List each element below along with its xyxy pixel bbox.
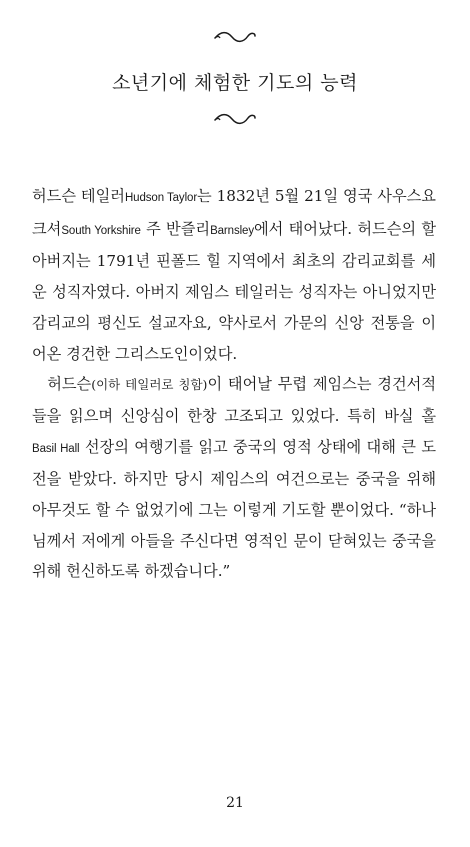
text-run: 허드슨 bbox=[47, 375, 92, 394]
text-run: 주 반즐리 bbox=[140, 219, 211, 238]
latin-name: Basil Hall bbox=[32, 442, 80, 455]
text-run: 허드슨 테일러 bbox=[32, 187, 125, 205]
body-text bbox=[32, 181, 436, 587]
text-run: 선장의 여행기를 읽고 중국의 영적 상태에 대해 큰 도전을 받았다. 하지만 당시 제임스의 여건으로는 중국을 위해 아무것도 할 수 없었기에 그는 이렇게 기도할 뿐이었다. “하나님께서 저에게 아들을 주신다면 영적인 문이 닫혀있는 중국을 위해 헌신하도록 하겠습니다.” bbox=[32, 437, 436, 581]
body-paragraph bbox=[32, 181, 436, 369]
latin-name: South Yorkshire bbox=[61, 224, 141, 237]
chapter-title: 소년기에 체험한 기도의 능력 bbox=[112, 72, 358, 94]
parenthetical-note: (이하 테일러로 칭함) bbox=[91, 377, 208, 393]
page-number: 21 bbox=[226, 795, 244, 811]
latin-name: Hudson Taylor bbox=[124, 192, 198, 204]
text-run: 는 1832년 5월 21일 영국 사우스요크셔 bbox=[32, 187, 436, 238]
text-run: 이 태어날 무렵 제임스는 경건서적들을 읽으며 신앙심이 한창 고조되고 있었다. 특히 바실 홀 bbox=[32, 375, 436, 425]
swash-ornament-icon bbox=[213, 112, 257, 126]
latin-name: Barnsley bbox=[210, 224, 255, 237]
body-paragraph bbox=[32, 369, 436, 587]
swash-ornament-icon bbox=[213, 30, 257, 44]
text-run: 에서 태어났다. 허드슨의 할아버지는 1791년 핀폴드 힐 지역에서 최초의 감리교회를 세운 성직자였다. 아버지 제임스 테일러는 성직자는 아니었지만 감리교의 평신도 설교자요, 약사로서 가문의 신앙 전통을 이어온 경건한 그리스도인이었다. bbox=[32, 219, 437, 363]
